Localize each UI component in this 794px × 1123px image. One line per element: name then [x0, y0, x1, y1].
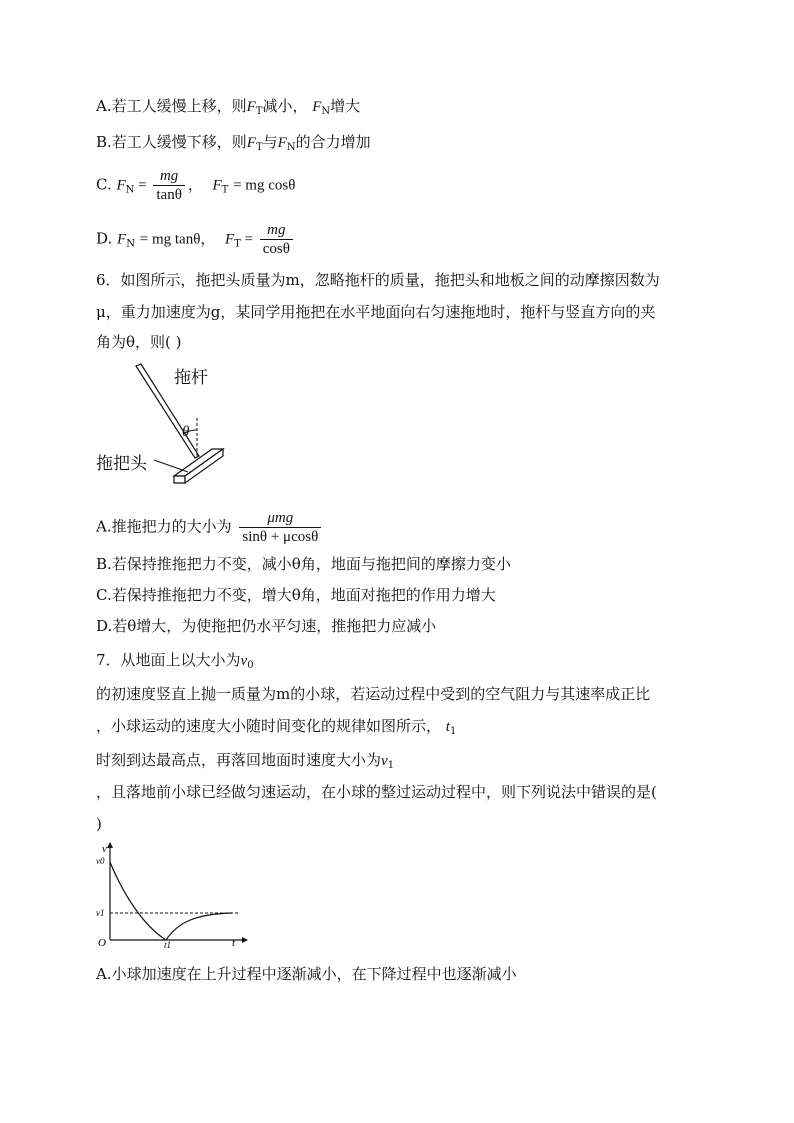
q7-stem-line3: ，小球运动的速度大小随时间变化的规律如图所示， $t_1$	[96, 717, 457, 737]
q5-option-a: A.若工人缓慢上移，则$F_T$减小， $F_N$增大	[96, 97, 361, 117]
q7-stem-line2: 的初速度竖直上抛一质量为m的小球，若运动过程中受到的空气阻力与其速率成正比	[96, 685, 651, 703]
t1-label: t1	[164, 940, 172, 950]
fraction: $\frac{mg}{\tan\theta}$	[153, 168, 185, 203]
velocity-time-graph	[92, 840, 252, 952]
q5-option-b: B.若工人缓慢下移，则$F_T$与$F_N$的合力增加	[96, 133, 371, 153]
mop-angle-label: θ	[182, 424, 190, 440]
q5-option-c: C. $F_N$ = $\frac{mg}{\tan\theta}$ ， $F_T$ = mg cosθ	[96, 168, 296, 203]
q6-option-b: B.若保持推拖把力不变，减小θ角，地面与拖把间的摩擦力变小	[96, 555, 511, 573]
q7-stem-line5: ，且落地前小球已经做匀速运动，在小球的整过运动过程中，则下列说法中错误的是(	[96, 783, 657, 801]
q7-option-a: A.小球加速度在上升过程中逐渐减小，在下降过程中也逐渐减小	[96, 965, 517, 983]
q6-option-c: C.若保持推拖把力不变，增大θ角，地面对拖把的作用力增大	[96, 586, 496, 604]
q7-stem-line4: 时刻到达最高点，再落回地面时速度大小为$v_1$	[96, 751, 395, 771]
q6-stem-line1: 6．如图所示，拖把头质量为m，忽略拖杆的质量，拖把头和地板之间的动摩擦因数为	[96, 271, 660, 289]
fraction: $\frac{mg}{\cos\theta}$	[260, 222, 293, 257]
q5-option-d: D. $F_N$ = mg tanθ， $F_T$ = $\frac{mg}{\cos\theta}$	[96, 222, 296, 257]
mop-figure	[92, 356, 242, 496]
q7-stem-line1: 7．从地面上以大小为$v_0$	[96, 651, 254, 671]
q7-stem-line6: )	[96, 815, 102, 833]
axis-v-label: v	[102, 843, 107, 855]
mop-head-label: 拖把头	[96, 454, 147, 474]
fraction: $\frac{\text{μmg}}{\sin\theta + \mu\cos\theta}$	[239, 510, 321, 545]
q6-option-a: A.推拖把力的大小为 $\frac{\text{μmg}}{\sin\theta + \mu\cos\theta}$	[96, 510, 324, 545]
origin-label: O	[98, 937, 106, 949]
q6-stem-line2: μ，重力加速度为g，某同学用拖把在水平地面向右匀速拖地时，拖杆与竖直方向的夹	[96, 303, 656, 321]
mop-rod-label: 拖杆	[174, 368, 208, 388]
q6-option-d: D.若θ增大，为使拖把仍水平匀速，推拖把力应减小	[96, 617, 437, 635]
axis-t-label: t	[232, 937, 236, 949]
v0-label: v0	[96, 856, 105, 866]
v1-label: v1	[96, 908, 105, 918]
q6-stem-line3: 角为θ，则( )	[96, 333, 182, 351]
